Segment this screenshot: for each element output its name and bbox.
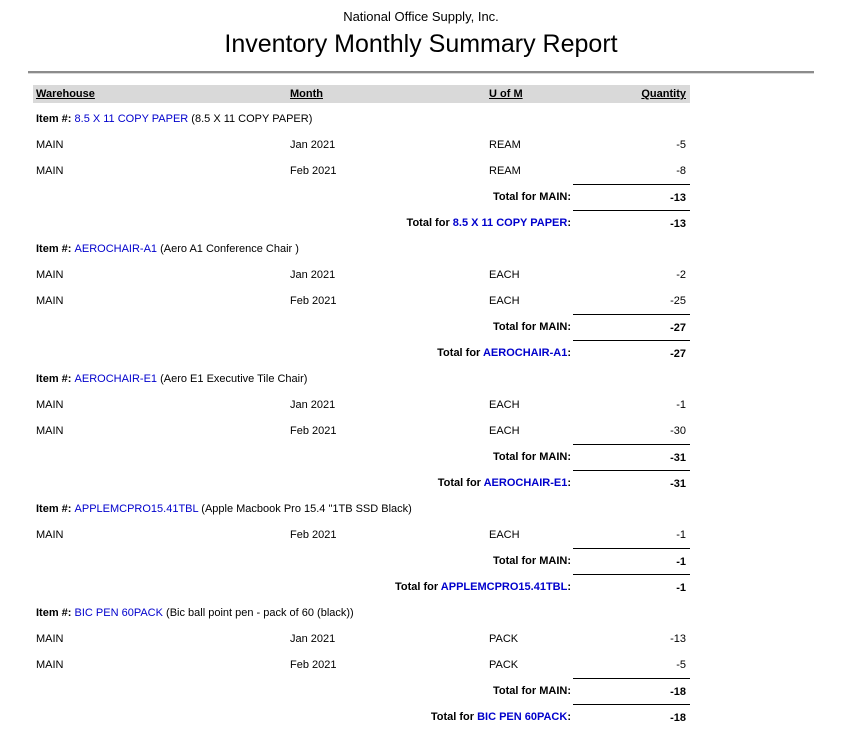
item-total-label [33, 574, 573, 601]
item-total-row [33, 210, 690, 236]
quantity-cell: -25 [670, 295, 686, 307]
uofm-cell: EACH [489, 529, 520, 541]
report-title: Inventory Monthly Summary Report [224, 30, 618, 58]
item-code-link[interactable]: 8.5 X 11 COPY PAPER [74, 113, 189, 125]
month-cell: Feb 2021 [290, 295, 337, 307]
item-group [33, 236, 690, 366]
warehouse-total-quantity: -1 [573, 548, 690, 575]
warehouse-total-quantity: -13 [573, 184, 690, 211]
total-for-text: Total for [430, 711, 478, 723]
item-total-label [33, 340, 573, 367]
item-description: (8.5 X 11 COPY PAPER) [188, 113, 313, 125]
warehouse-total-quantity: -27 [573, 314, 690, 341]
warehouse-total-row [33, 548, 690, 574]
item-group [33, 600, 690, 730]
item-description: (Aero E1 Executive Tile Chair) [157, 373, 308, 385]
item-code-link[interactable]: AEROCHAIR-A1 [74, 243, 158, 255]
title-divider [28, 71, 814, 74]
item-total-quantity: -13 [573, 210, 690, 237]
item-number-label: Item #: [36, 373, 75, 385]
total-for-text: Total for [394, 581, 441, 593]
item-total-label [33, 470, 573, 497]
month-cell: Jan 2021 [290, 139, 336, 151]
warehouse-cell: MAIN [36, 139, 64, 151]
month-cell: Jan 2021 [290, 633, 336, 645]
item-description: (Aero A1 Conference Chair ) [157, 243, 299, 255]
report-table [33, 85, 690, 730]
column-header-warehouse: Warehouse [36, 88, 95, 100]
item-header-row [33, 106, 690, 132]
total-colon-text: : [567, 217, 571, 229]
uofm-cell: REAM [489, 165, 521, 177]
uofm-cell: PACK [489, 633, 519, 645]
total-for-text: Total for [437, 477, 484, 489]
warehouse-total-row [33, 184, 690, 210]
uofm-cell: REAM [489, 139, 521, 151]
table-row [33, 652, 690, 678]
warehouse-total-row [33, 678, 690, 704]
total-colon-text: : [567, 581, 571, 593]
item-total-quantity: -31 [573, 470, 690, 497]
month-cell: Feb 2021 [290, 165, 337, 177]
table-row [33, 288, 690, 314]
quantity-cell: -2 [676, 269, 686, 281]
item-total-row [33, 340, 690, 366]
item-total-label [33, 210, 573, 237]
item-total-row [33, 704, 690, 730]
warehouse-total-quantity: -18 [573, 678, 690, 705]
warehouse-cell: MAIN [36, 269, 64, 281]
total-for-text: Total for [437, 347, 483, 359]
warehouse-cell: MAIN [36, 425, 64, 437]
warehouse-cell: MAIN [36, 295, 64, 307]
column-header-month: Month [290, 88, 323, 100]
warehouse-cell: MAIN [36, 659, 64, 671]
table-row [33, 626, 690, 652]
warehouse-total-label: Total for MAIN: [492, 451, 571, 463]
item-number-label: Item #: [36, 113, 75, 125]
warehouse-total-label: Total for MAIN: [492, 685, 571, 697]
table-row [33, 262, 690, 288]
warehouse-total-label: Total for MAIN: [492, 555, 571, 567]
quantity-cell: -5 [676, 659, 686, 671]
item-code-link[interactable]: AEROCHAIR-E1 [74, 373, 158, 385]
item-total-code-link[interactable]: AEROCHAIR-E1 [483, 477, 568, 489]
item-code-link[interactable]: BIC PEN 60PACK [74, 607, 163, 619]
quantity-cell: -30 [670, 425, 686, 437]
month-cell: Feb 2021 [290, 425, 337, 437]
warehouse-cell: MAIN [36, 633, 64, 645]
item-group [33, 366, 690, 496]
uofm-cell: EACH [489, 425, 520, 437]
quantity-cell: -1 [676, 399, 686, 411]
warehouse-total-quantity: -31 [573, 444, 690, 471]
total-for-text: Total for [406, 217, 453, 229]
uofm-cell: PACK [489, 659, 519, 671]
company-name: National Office Supply, Inc. [343, 9, 499, 24]
item-number-label: Item #: [36, 243, 75, 255]
month-cell: Feb 2021 [290, 659, 337, 671]
item-total-quantity: -27 [573, 340, 690, 367]
table-row [33, 158, 690, 184]
item-total-code-link[interactable]: APPLEMCPRO15.41TBL [440, 581, 568, 593]
warehouse-total-row [33, 444, 690, 470]
column-header-quantity: Quantity [641, 88, 686, 100]
report-table-body [33, 106, 690, 730]
table-row [33, 522, 690, 548]
item-total-quantity: -1 [573, 574, 690, 601]
item-description: (Apple Macbook Pro 15.4 "1TB SSD Black) [198, 503, 412, 515]
warehouse-cell: MAIN [36, 165, 64, 177]
item-code-link[interactable]: APPLEMCPRO15.41TBL [74, 503, 199, 515]
item-number-label: Item #: [36, 503, 75, 515]
item-total-code-link[interactable]: BIC PEN 60PACK [477, 711, 568, 723]
warehouse-cell: MAIN [36, 399, 64, 411]
table-header-row [33, 85, 690, 103]
item-header-row [33, 496, 690, 522]
month-cell: Feb 2021 [290, 529, 337, 541]
month-cell: Jan 2021 [290, 399, 336, 411]
quantity-cell: -8 [676, 165, 686, 177]
quantity-cell: -1 [676, 529, 686, 541]
table-row [33, 418, 690, 444]
warehouse-cell: MAIN [36, 529, 64, 541]
item-total-row [33, 470, 690, 496]
quantity-cell: -13 [670, 633, 686, 645]
item-header-row [33, 236, 690, 262]
uofm-cell: EACH [489, 269, 520, 281]
item-header-row [33, 366, 690, 392]
item-group [33, 106, 690, 236]
item-header-row [33, 600, 690, 626]
table-row [33, 392, 690, 418]
month-cell: Jan 2021 [290, 269, 336, 281]
item-total-row [33, 574, 690, 600]
warehouse-total-label: Total for MAIN: [492, 191, 571, 203]
total-colon-text: : [567, 477, 571, 489]
item-description: (Bic ball point pen - pack of 60 (black)) [162, 607, 354, 619]
table-row [33, 132, 690, 158]
item-total-code-link[interactable]: 8.5 X 11 COPY PAPER [452, 217, 568, 229]
total-colon-text: : [567, 347, 571, 359]
quantity-cell: -5 [676, 139, 686, 151]
warehouse-total-label: Total for MAIN: [492, 321, 571, 333]
item-total-code-link[interactable]: AEROCHAIR-A1 [482, 347, 568, 359]
item-group [33, 496, 690, 600]
item-number-label: Item #: [36, 607, 75, 619]
uofm-cell: EACH [489, 295, 520, 307]
warehouse-total-row [33, 314, 690, 340]
uofm-cell: EACH [489, 399, 520, 411]
item-total-quantity: -18 [573, 704, 690, 731]
total-colon-text: : [567, 711, 571, 723]
column-header-uofm: U of M [489, 88, 523, 100]
